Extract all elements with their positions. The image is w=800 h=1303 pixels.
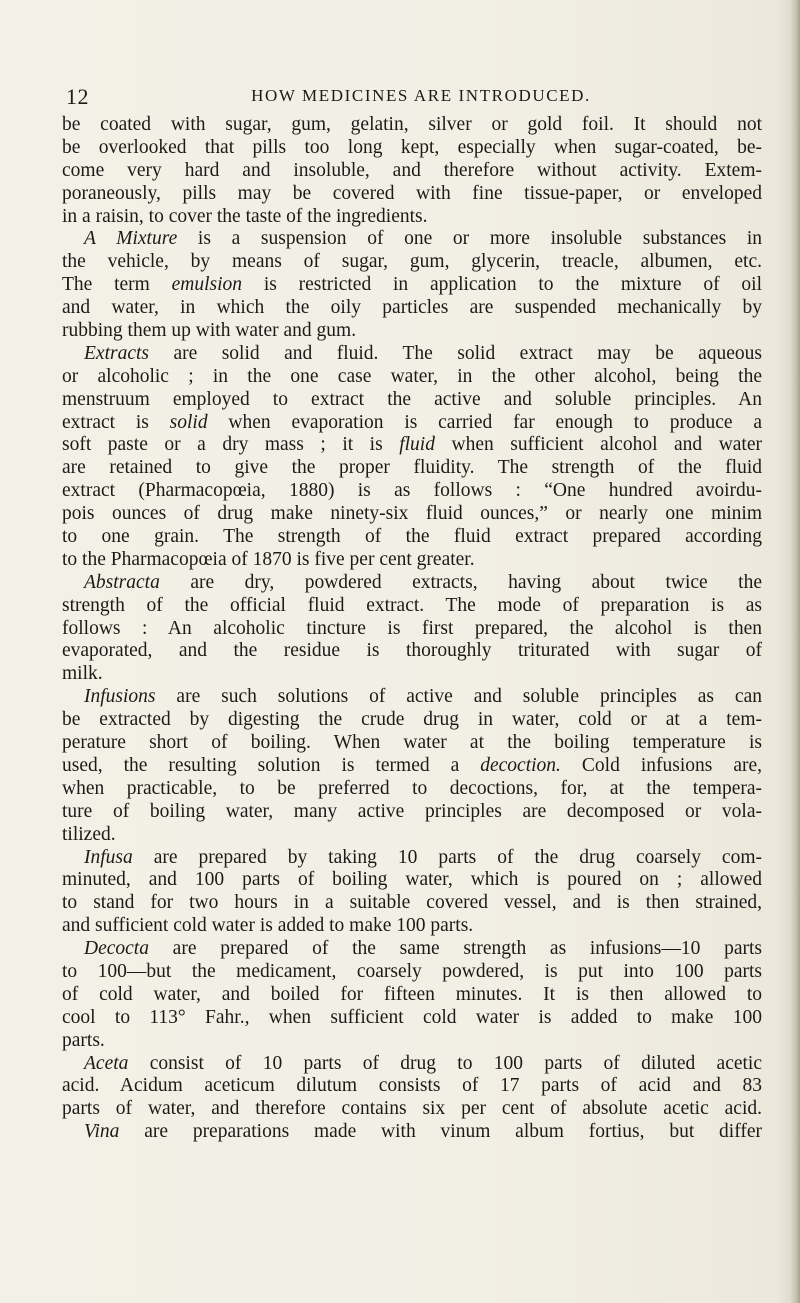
text-run: are prepared by taking 10 parts of the drug coarsely com- [132,846,762,868]
text-run: are preparations made with vinum album fortius, but differ [119,1121,762,1143]
text-run: are retained to give the proper fluidity. The strength of the fluid [62,457,762,479]
text-line [62,618,762,641]
text-run: and sufficient cold water is added to make 100 parts. [62,915,474,937]
text-line [62,892,762,915]
text-line [62,640,762,663]
text-run: follows : An alcoholic tincture is first prepared, the alcohol is then [62,617,762,639]
text-run: to the Pharmacopœia of 1870 is five per cent greater. [62,548,475,570]
text-run: be overlooked that pills too long kept, especially when sugar-coated, be- [62,136,762,158]
page-header [66,80,756,110]
text-line [62,297,762,320]
text-run: be coated with sugar, gum, gelatin, silver or gold foil. It should not [62,114,762,135]
text-run: or alcoholic ; in the one case water, in the other alcohol, being the [62,365,762,387]
text-line [62,961,762,984]
text-run: are prepared of the same strength as infusions—10 parts [148,938,762,960]
text-line [62,160,762,183]
page-edge-shadow [790,0,800,1303]
text-line [62,503,762,526]
text-run: tilized. [62,823,116,845]
text-line [62,389,762,412]
text-line [62,526,762,549]
text-run: is a suspension of one or more insoluble substances in [177,228,762,250]
text-run: extract is [62,411,170,433]
text-run: acid. Acidum aceticum dilutum consists of 17 parts of acid and 83 [62,1075,762,1097]
text-run: poraneously, pills may be covered with fine tissue-paper, or enveloped [62,182,762,204]
text-run: to 100—but the medicament, coarsely powdered, is put into 100 parts [62,960,762,982]
text-run: The term [62,274,172,296]
text-line [62,1098,762,1121]
text-run: are such solutions of active and soluble principles as can [155,686,762,708]
italic-term: fluid [399,434,435,456]
text-line [62,366,762,389]
text-run: rubbing them up with water and gum. [62,320,357,342]
text-run: is restricted in application to the mixture of oil [242,274,762,296]
text-line [62,457,762,480]
text-run: parts. [62,1029,105,1051]
text-run: menstruum employed to extract the active and soluble principles. An [62,388,762,410]
text-run: be extracted by digesting the crude drug in water, cold or at a tem- [62,709,762,731]
text-line [62,1121,762,1144]
text-run: when sufficient alcohol and water [434,434,762,456]
text-line [62,709,762,732]
text-run: pois ounces of drug make ninety-six fluid ounces,” or nearly one minim [62,503,762,525]
text-run: parts of water, and therefore contains six per cent of absolute acetic acid. [62,1098,762,1120]
text-run: of cold water, and boiled for fifteen minutes. It is then allowed to [62,983,762,1005]
text-line [62,549,762,572]
text-run: evaporated, and the residue is thoroughly triturated with sugar of [62,640,762,662]
text-line [62,434,762,457]
text-run: and water, in which the oily particles are suspended mechanically by [62,297,762,319]
italic-term: Decocta [84,938,149,960]
text-line [62,137,762,160]
text-line [62,572,762,595]
text-run: are dry, powdered extracts, having about twice the [159,571,762,593]
text-line [62,114,762,137]
italic-term: A Mixture [84,228,178,250]
page-number: 12 [66,84,89,109]
text-run: to one grain. The strength of the fluid extract prepared according [62,526,762,548]
text-line [62,663,762,686]
italic-term: Abstracta [84,571,160,593]
text-line [62,1075,762,1098]
text-line [62,183,762,206]
text-run: soft paste or a dry mass ; it is [62,434,400,456]
text-line [62,869,762,892]
text-run: used, the resulting solution is termed a [62,754,481,776]
text-run: perature short of boiling. When water at the boiling temperature is [62,732,762,754]
italic-term: Infusions [84,686,156,708]
text-run: when practicable, to be preferred to decoctions, for, at the tempera- [62,777,762,799]
italic-term: Infusa [84,846,133,868]
text-run: to stand for two hours in a suitable covered vessel, and is then strained, [62,892,762,914]
text-line [62,915,762,938]
text-line [62,801,762,824]
text-line [62,778,762,801]
text-line [62,595,762,618]
text-run: Cold infusions are, [560,754,763,776]
text-line [62,206,762,229]
text-run: cool to 113° Fahr., when sufficient cold water is added to make 100 [62,1006,762,1028]
text-run: the vehicle, by means of sugar, gum, glycerin, treacle, albumen, etc. [62,251,762,273]
text-line [62,732,762,755]
text-line [62,274,762,297]
italic-term: Vina [84,1121,120,1143]
text-line [62,228,762,251]
text-run: minuted, and 100 parts of boiling water, which is poured on ; allowed [62,869,762,891]
italic-term: decoction. [480,754,561,776]
body-text [62,114,762,1144]
text-run: come very hard and insoluble, and therefore without activity. Extem- [62,159,762,181]
italic-term: emulsion [171,274,243,296]
text-line [62,1030,762,1053]
text-run: consist of 10 parts of drug to 100 parts of diluted acetic [128,1052,762,1074]
text-line [62,984,762,1007]
running-head: HOW MEDICINES ARE INTRODUCED. [251,86,591,105]
text-run: strength of the official fluid extract. The mode of preparation is as [62,594,762,616]
text-line [62,1053,762,1076]
italic-term: Aceta [84,1052,129,1074]
text-line [62,1007,762,1030]
italic-term: solid [169,411,208,433]
text-line [62,938,762,961]
text-line [62,320,762,343]
text-line [62,251,762,274]
text-run: ture of boiling water, many active principles are decomposed or vola- [62,800,762,822]
text-run: milk. [62,663,103,685]
text-line [62,755,762,778]
text-line [62,343,762,366]
text-line [62,686,762,709]
text-line [62,412,762,435]
text-line [62,480,762,503]
text-line [62,824,762,847]
text-run: in a raisin, to cover the taste of the ingredients. [62,205,428,227]
text-run: when evaporation is carried far enough to produce a [207,411,762,433]
text-line [62,847,762,870]
text-run: extract (Pharmacopœia, 1880) is as follows : “One hundred avoirdu- [62,480,762,502]
text-run: are solid and fluid. The solid extract may be aqueous [148,342,762,364]
italic-term: Extracts [84,342,149,364]
